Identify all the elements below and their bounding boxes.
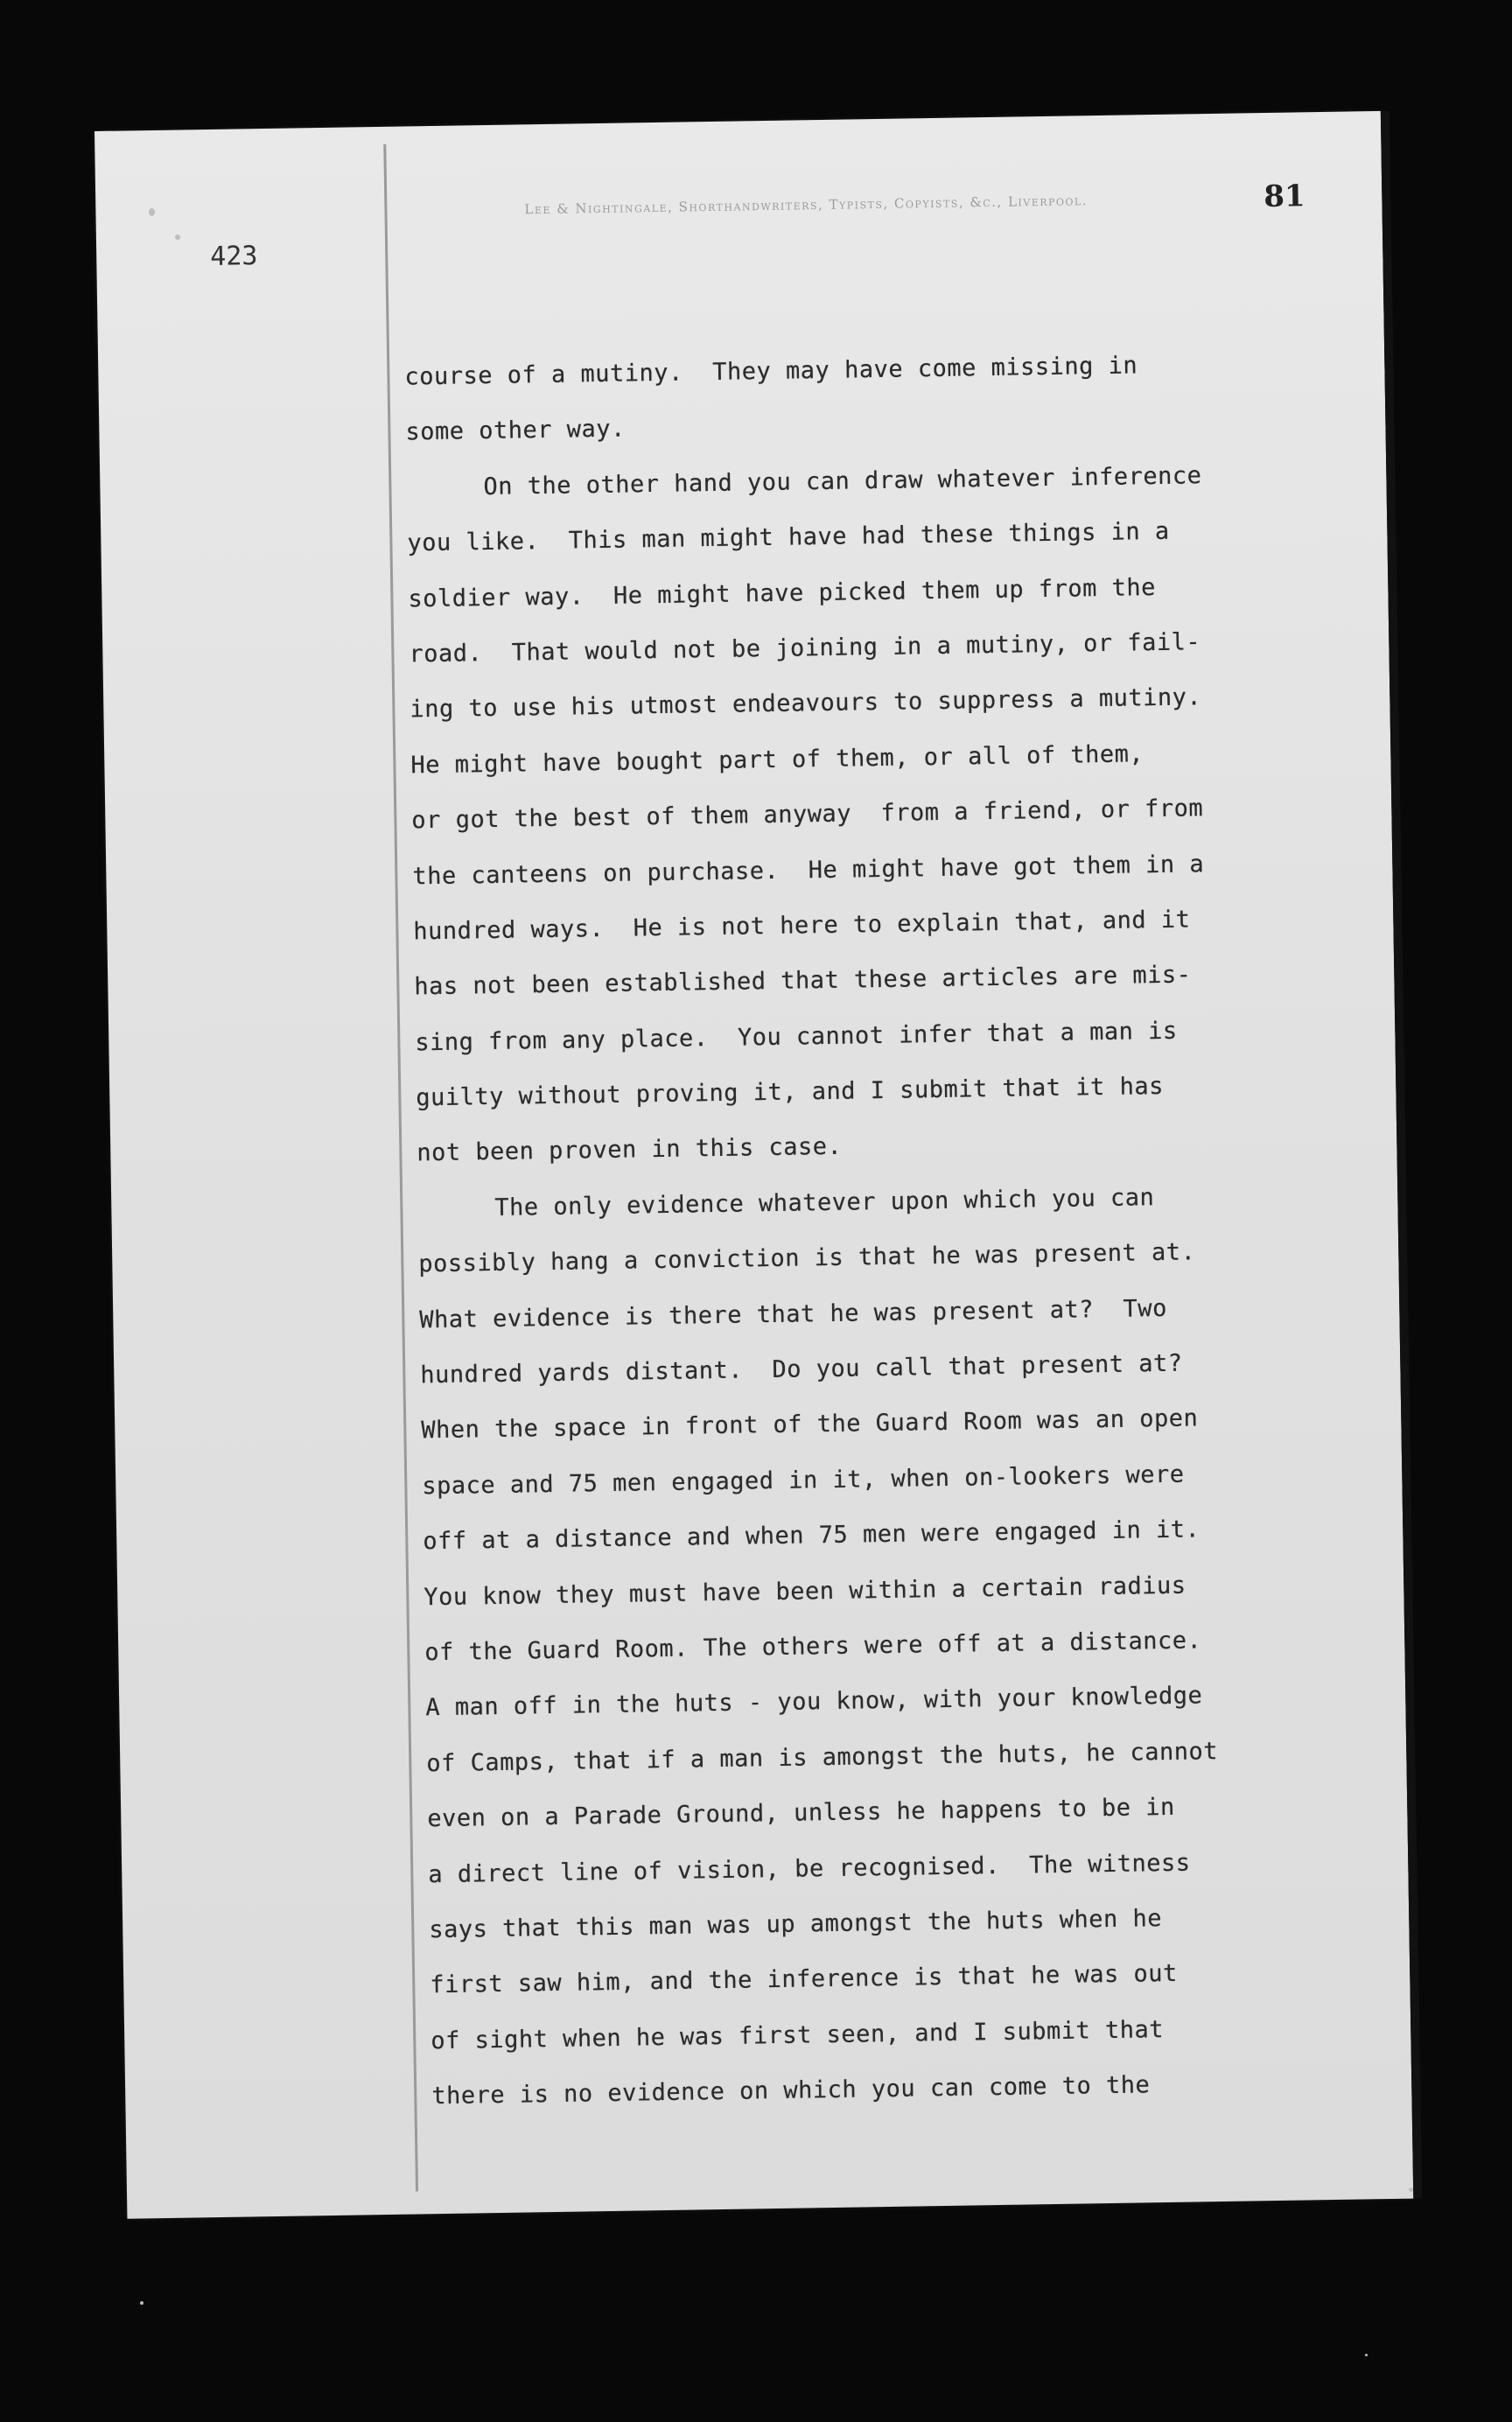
text-line: or got the best of them anyway from a friend, or from [411, 794, 1204, 835]
page-number: 81 [1264, 178, 1306, 215]
transcript-body [404, 335, 1360, 2124]
text-line: sing from any place. You cannot infer that a man is [415, 1017, 1178, 1057]
text-line: When the space in front of the Guard Room was an open [421, 1404, 1199, 1445]
text-line: of Camps, that if a man is amongst the huts, he cannot [426, 1737, 1219, 1778]
text-line: possibly hang a conviction is that he was present at. [418, 1238, 1196, 1278]
text-line: of the Guard Room. The others were off at a distance. [424, 1627, 1202, 1667]
text-line: not been proven in this case. [416, 1133, 843, 1167]
text-line: first saw him, and the inference is that he was out [430, 1960, 1179, 1999]
text-line: says that this man was up amongst the huts when he [429, 1905, 1163, 1944]
text-line: The only evidence whatever upon which you can [494, 1183, 1155, 1222]
text-line: road. That would not be joining in a mutiny, or fail- [409, 628, 1201, 668]
text-line: guilty without proving it, and I submit that it has [416, 1073, 1165, 1112]
margin-folio-number: 423 [209, 241, 258, 272]
text-line: you like. This man might have had these things in a [407, 517, 1170, 557]
text-line: even on a Parade Ground, unless he happens to be in [427, 1793, 1176, 1833]
text-line: hundred yards distant. Do you call that present at? [420, 1349, 1183, 1390]
scan-speck [149, 208, 155, 216]
text-line: hundred ways. He is not here to explain that, and it [413, 906, 1191, 946]
text-line: You know they must have been within a certain radius [424, 1572, 1186, 1611]
text-line: has not been established that these articles are mis- [414, 961, 1192, 1001]
text-line: some other way. [405, 415, 626, 446]
text-line: the canteens on purchase. He might have got them in a [412, 850, 1205, 890]
text-line: course of a mutiny. They may have come missing in [404, 352, 1138, 391]
text-line: ing to use his utmost endeavours to suppress a mutiny. [410, 683, 1202, 724]
scan-speck [175, 234, 180, 240]
text-line: He might have bought part of them, or all of them, [410, 739, 1144, 780]
document-page [94, 111, 1413, 2219]
text-line: off at a distance and when 75 men were engaged in it. [423, 1516, 1200, 1556]
text-line: there is no evidence on which you can come to the [431, 2071, 1151, 2110]
text-line: of sight when he was first seen, and I submit that [430, 2015, 1165, 2054]
text-line: What evidence is there that he was present at? Two [419, 1294, 1168, 1334]
scan-speck [1409, 2188, 1413, 2192]
typist-letterhead: Lee & Nightingale, Shorthandwriters, Typists, Copyists, &c., Liverpool. [524, 192, 1088, 218]
scan-speck [1365, 2354, 1368, 2356]
text-line: soldier way. He might have picked them up from the [408, 573, 1157, 612]
scan-speck [140, 2301, 144, 2305]
text-line: space and 75 men engaged in it, when on-lookers were [422, 1460, 1185, 1501]
text-line: A man off in the huts - you know, with your knowledge [425, 1682, 1203, 1722]
text-line: a direct line of vision, be recognised. The witness [428, 1849, 1191, 1888]
text-line: On the other hand you can draw whatever inference [483, 461, 1202, 500]
